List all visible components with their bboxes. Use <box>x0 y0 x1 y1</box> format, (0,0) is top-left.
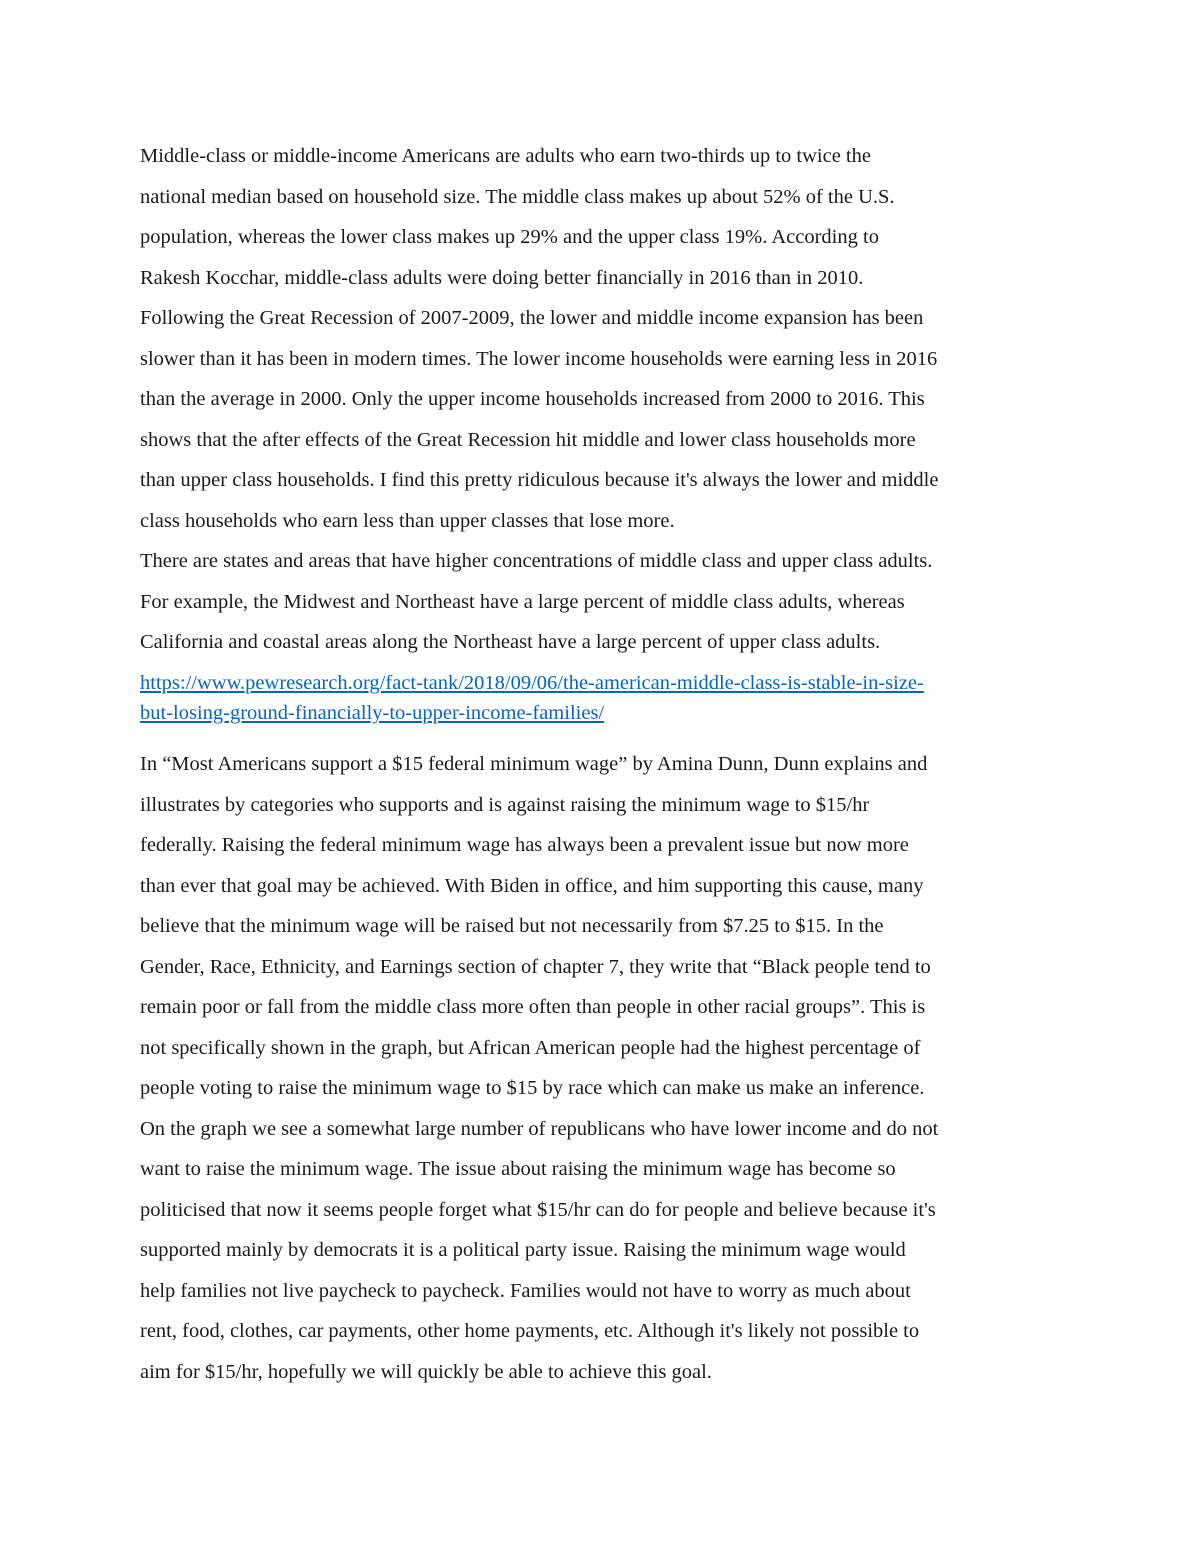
source-link-line[interactable]: but-losing-ground-financially-to-upper-income-families/ <box>140 702 605 724</box>
paragraph-line: politicised that now it seems people forget what $15/hr can do for people and believe because it's <box>140 1198 936 1221</box>
paragraph-line: There are states and areas that have higher concentrations of middle class and upper class adults. <box>140 550 933 572</box>
source-link-line[interactable]: https://www.pewresearch.org/fact-tank/2018/09/06/the-american-middle-class-is-stable-in-size- <box>140 672 924 694</box>
paragraph-line: rent, food, clothes, car payments, other home payments, etc. Although it's likely not possible to <box>140 1320 920 1342</box>
paragraph-line: people voting to raise the minimum wage to $15 by race which can make us make an inference. <box>140 1077 925 1099</box>
paragraph-line: not specifically shown in the graph, but African American people had the highest percentage of <box>140 1036 921 1059</box>
paragraph-line: California and coastal areas along the Northeast have a large percent of upper class adults. <box>140 631 881 653</box>
paragraph-regions <box>140 541 1070 663</box>
paragraph-line: Rakesh Kocchar, middle-class adults were doing better financially in 2016 than in 2010. <box>140 266 864 289</box>
paragraph-line: want to raise the minimum wage. The issue about raising the minimum wage has become so <box>140 1158 896 1180</box>
paragraph-middle-class <box>140 136 1070 541</box>
paragraph-line: slower than it has been in modern times. The lower income households were earning less in 2016 <box>140 347 938 370</box>
paragraph-line: than ever that goal may be achieved. With Biden in office, and him supporting this cause, many <box>140 874 924 897</box>
paragraph-line: aim for $15/hr, hopefully we will quickly be able to achieve this goal. <box>140 1360 712 1383</box>
paragraph-line: In “Most Americans support a $15 federal minimum wage” by Amina Dunn, Dunn explains and <box>140 753 928 775</box>
paragraph-line: Gender, Race, Ethnicity, and Earnings section of chapter 7, they write that “Black people tend to <box>140 955 931 978</box>
paragraph-line: class households who earn less than upper classes that lose more. <box>140 509 675 532</box>
paragraph-line: than the average in 2000. Only the upper income households increased from 2000 to 2016. This <box>140 388 925 410</box>
paragraph-line: population, whereas the lower class makes up 29% and the upper class 19%. According to <box>140 226 879 248</box>
paragraph-line: help families not live paycheck to paycheck. Families would not have to worry as much about <box>140 1279 911 1302</box>
paragraph-line: shows that the after effects of the Great Recession hit middle and lower class households more <box>140 428 916 451</box>
paragraph-line: remain poor or fall from the middle class more often than people in other racial groups”. This is <box>140 996 926 1018</box>
paragraph-line: Middle-class or middle-income Americans are adults who earn two-thirds up to twice the <box>140 145 871 167</box>
paragraph-line: federally. Raising the federal minimum wage has always been a prevalent issue but now more <box>140 834 909 856</box>
source-link[interactable] <box>140 668 1070 728</box>
paragraph-line: believe that the minimum wage will be raised but not necessarily from $7.25 to $15. In the <box>140 915 884 937</box>
paragraph-line: supported mainly by democrats it is a political party issue. Raising the minimum wage would <box>140 1239 906 1261</box>
paragraph-line: than upper class households. I find this pretty ridiculous because it's always the lower and middle <box>140 469 939 491</box>
paragraph-line: illustrates by categories who supports and is against raising the minimum wage to $15/hr <box>140 793 870 816</box>
paragraph-line: national median based on household size. The middle class makes up about 52% of the U.S. <box>140 185 895 208</box>
paragraph-line: For example, the Midwest and Northeast have a large percent of middle class adults, whereas <box>140 590 905 613</box>
paragraph-minimum-wage <box>140 744 1070 1392</box>
paragraph-line: Following the Great Recession of 2007-2009, the lower and middle income expansion has been <box>140 307 924 329</box>
paragraph-line: On the graph we see a somewhat large number of republicans who have lower income and do not <box>140 1117 939 1140</box>
